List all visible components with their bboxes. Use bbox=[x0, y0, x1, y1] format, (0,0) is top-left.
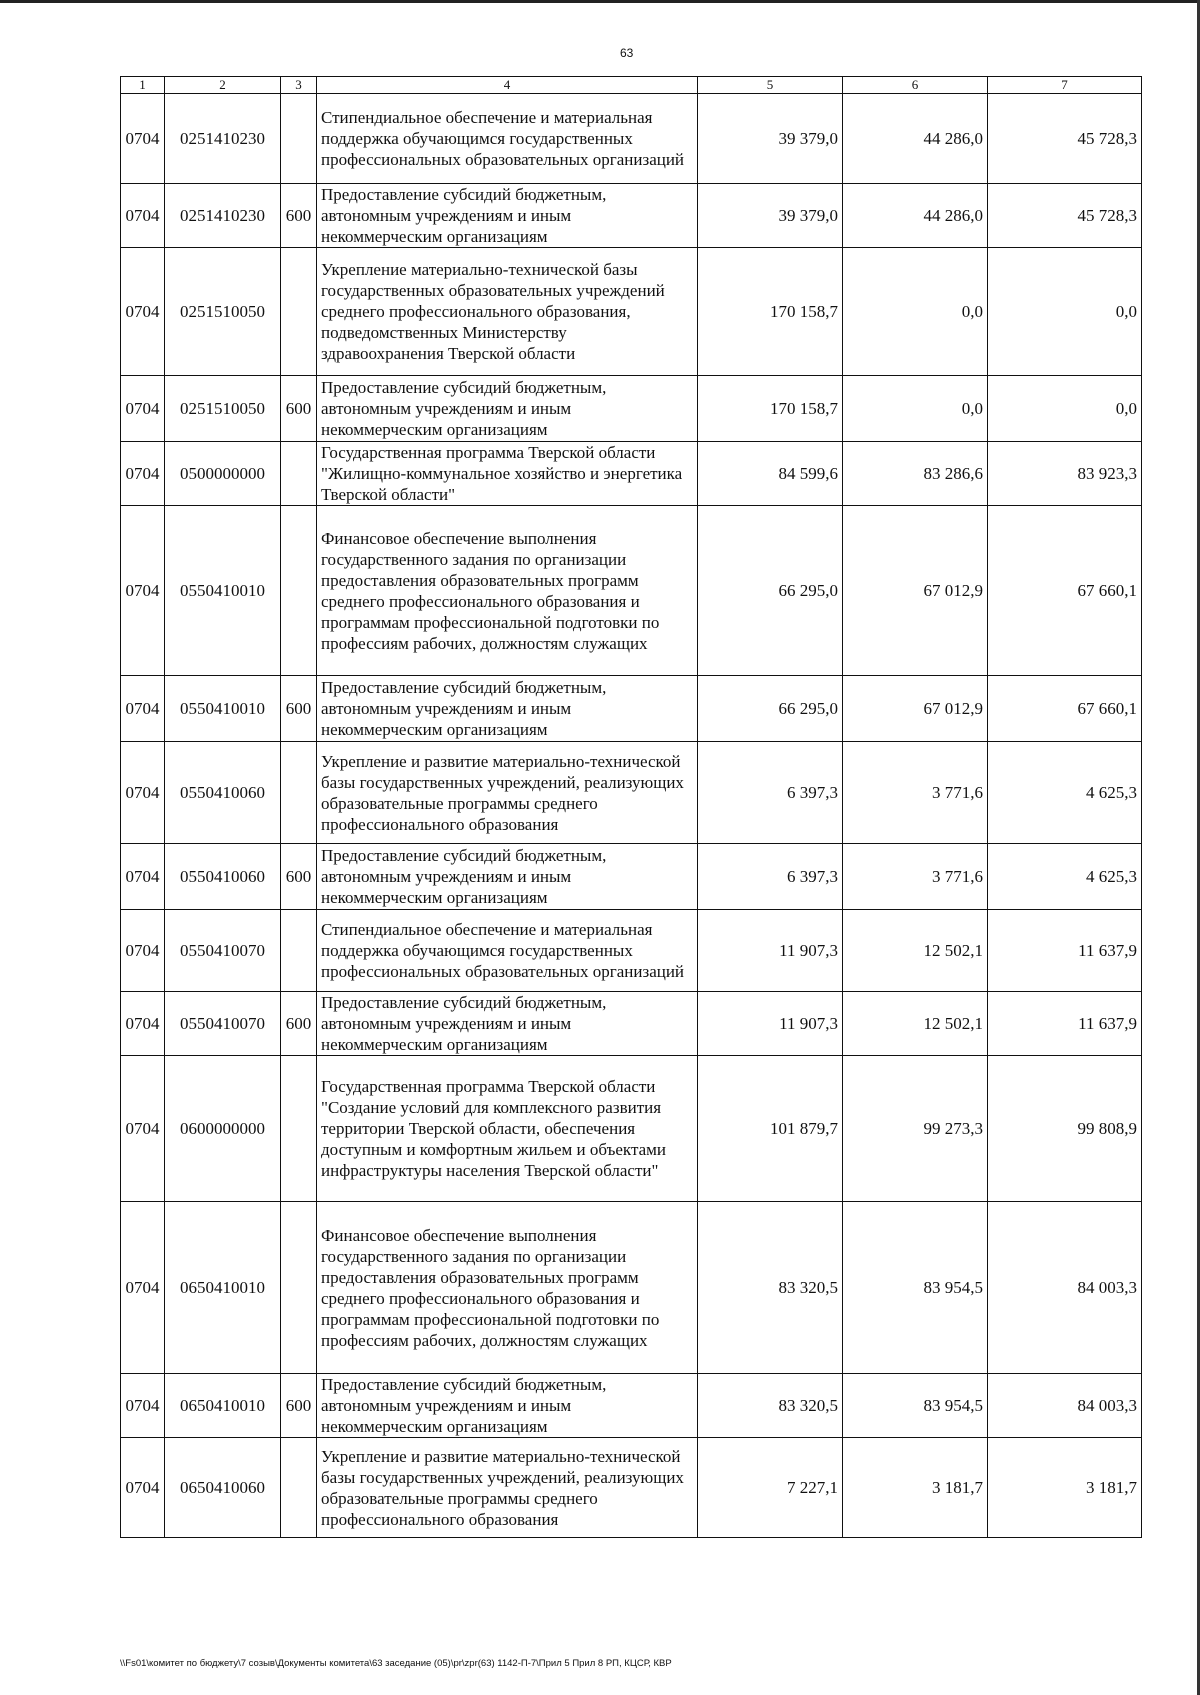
cell-value-col7: 3 181,7 bbox=[988, 1438, 1142, 1538]
cell-value-col5: 39 379,0 bbox=[698, 94, 843, 184]
cell-value-col6: 44 286,0 bbox=[843, 94, 988, 184]
header-col-4: 4 bbox=[317, 77, 698, 94]
table-body bbox=[121, 94, 1142, 1538]
table-row bbox=[121, 94, 1142, 184]
cell-section-code: 0704 bbox=[121, 1438, 165, 1538]
cell-section-code: 0704 bbox=[121, 442, 165, 506]
cell-value-col7: 11 637,9 bbox=[988, 992, 1142, 1056]
cell-value-col7: 84 003,3 bbox=[988, 1202, 1142, 1374]
cell-value-col7: 4 625,3 bbox=[988, 844, 1142, 910]
cell-section-code: 0704 bbox=[121, 910, 165, 992]
footer-file-path: \\Fs01\комитет по бюджету\7 созыв\Документы комитета\63 заседание (05)\pr\zpr(63) 1142-П-7\Прил 5 Прил 8 РП, КЦСР, КВР bbox=[120, 1658, 672, 1669]
table-row bbox=[121, 376, 1142, 442]
cell-name: Укрепление материально-технической базы государственных образовательных учреждений среднего профессионального образования, подведомственных Министерству здравоохранения Тверской области bbox=[317, 248, 698, 376]
cell-expense-type: 600 bbox=[281, 1374, 317, 1438]
cell-value-col7: 0,0 bbox=[988, 376, 1142, 442]
cell-name: Предоставление субсидий бюджетным, автономным учреждениям и иным некоммерческим организациям bbox=[317, 376, 698, 442]
header-col-1: 1 bbox=[121, 77, 165, 94]
header-row bbox=[121, 77, 1142, 94]
cell-expense-type: 600 bbox=[281, 376, 317, 442]
cell-expense-type bbox=[281, 442, 317, 506]
cell-expense-type bbox=[281, 1438, 317, 1538]
cell-expense-type bbox=[281, 1056, 317, 1202]
cell-target-code: 0550410010 bbox=[165, 506, 281, 676]
cell-value-col6: 3 771,6 bbox=[843, 742, 988, 844]
cell-target-code: 0251510050 bbox=[165, 248, 281, 376]
cell-expense-type: 600 bbox=[281, 184, 317, 248]
cell-value-col7: 83 923,3 bbox=[988, 442, 1142, 506]
cell-name: Предоставление субсидий бюджетным, автономным учреждениям и иным некоммерческим организациям bbox=[317, 844, 698, 910]
cell-value-col6: 12 502,1 bbox=[843, 910, 988, 992]
cell-value-col6: 83 954,5 bbox=[843, 1202, 988, 1374]
page-number: 63 bbox=[620, 46, 634, 60]
cell-section-code: 0704 bbox=[121, 676, 165, 742]
cell-section-code: 0704 bbox=[121, 376, 165, 442]
cell-section-code: 0704 bbox=[121, 1202, 165, 1374]
cell-target-code: 0650410010 bbox=[165, 1374, 281, 1438]
table-row bbox=[121, 506, 1142, 676]
cell-value-col5: 6 397,3 bbox=[698, 742, 843, 844]
table-row bbox=[121, 1374, 1142, 1438]
cell-expense-type bbox=[281, 506, 317, 676]
cell-name: Финансовое обеспечение выполнения государственного задания по организации предоставления образовательных программ среднего профессионального образования и программам профессиональной подготовки по профессиям рабочих, должностям служащих bbox=[317, 506, 698, 676]
cell-target-code: 0251410230 bbox=[165, 184, 281, 248]
cell-value-col6: 0,0 bbox=[843, 376, 988, 442]
cell-section-code: 0704 bbox=[121, 184, 165, 248]
cell-target-code: 0550410060 bbox=[165, 742, 281, 844]
cell-expense-type: 600 bbox=[281, 844, 317, 910]
cell-expense-type bbox=[281, 742, 317, 844]
cell-value-col6: 44 286,0 bbox=[843, 184, 988, 248]
cell-section-code: 0704 bbox=[121, 1374, 165, 1438]
cell-section-code: 0704 bbox=[121, 844, 165, 910]
cell-value-col6: 83 954,5 bbox=[843, 1374, 988, 1438]
table-row bbox=[121, 248, 1142, 376]
cell-value-col5: 7 227,1 bbox=[698, 1438, 843, 1538]
cell-value-col7: 67 660,1 bbox=[988, 506, 1142, 676]
cell-section-code: 0704 bbox=[121, 248, 165, 376]
cell-expense-type: 600 bbox=[281, 676, 317, 742]
cell-value-col7: 0,0 bbox=[988, 248, 1142, 376]
cell-name: Предоставление субсидий бюджетным, автономным учреждениям и иным некоммерческим организациям bbox=[317, 184, 698, 248]
table-row bbox=[121, 442, 1142, 506]
cell-value-col5: 84 599,6 bbox=[698, 442, 843, 506]
page-border-top bbox=[0, 0, 1200, 3]
cell-value-col5: 11 907,3 bbox=[698, 910, 843, 992]
cell-target-code: 0251410230 bbox=[165, 94, 281, 184]
cell-value-col6: 12 502,1 bbox=[843, 992, 988, 1056]
cell-value-col5: 66 295,0 bbox=[698, 676, 843, 742]
cell-value-col6: 67 012,9 bbox=[843, 506, 988, 676]
table-row bbox=[121, 910, 1142, 992]
cell-value-col6: 3 181,7 bbox=[843, 1438, 988, 1538]
cell-section-code: 0704 bbox=[121, 742, 165, 844]
table-row bbox=[121, 1056, 1142, 1202]
cell-name: Предоставление субсидий бюджетным, автономным учреждениям и иным некоммерческим организациям bbox=[317, 676, 698, 742]
table-row bbox=[121, 676, 1142, 742]
cell-value-col5: 6 397,3 bbox=[698, 844, 843, 910]
cell-name: Укрепление и развитие материально-технической базы государственных учреждений, реализующих образовательные программы среднего профессионального образования bbox=[317, 742, 698, 844]
cell-target-code: 0550410070 bbox=[165, 992, 281, 1056]
cell-value-col6: 3 771,6 bbox=[843, 844, 988, 910]
cell-value-col5: 66 295,0 bbox=[698, 506, 843, 676]
header-col-7: 7 bbox=[988, 77, 1142, 94]
cell-section-code: 0704 bbox=[121, 992, 165, 1056]
header-col-3: 3 bbox=[281, 77, 317, 94]
cell-section-code: 0704 bbox=[121, 94, 165, 184]
cell-value-col6: 83 286,6 bbox=[843, 442, 988, 506]
cell-value-col7: 99 808,9 bbox=[988, 1056, 1142, 1202]
table-row bbox=[121, 1202, 1142, 1374]
cell-name: Стипендиальное обеспечение и материальная поддержка обучающимся государственных профессиональных образовательных организаций bbox=[317, 910, 698, 992]
cell-value-col7: 84 003,3 bbox=[988, 1374, 1142, 1438]
cell-value-col5: 170 158,7 bbox=[698, 248, 843, 376]
cell-target-code: 0650410060 bbox=[165, 1438, 281, 1538]
cell-target-code: 0550410010 bbox=[165, 676, 281, 742]
header-col-5: 5 bbox=[698, 77, 843, 94]
header-col-2: 2 bbox=[165, 77, 281, 94]
cell-value-col5: 11 907,3 bbox=[698, 992, 843, 1056]
cell-value-col7: 11 637,9 bbox=[988, 910, 1142, 992]
cell-target-code: 0251510050 bbox=[165, 376, 281, 442]
cell-value-col5: 83 320,5 bbox=[698, 1374, 843, 1438]
cell-target-code: 0500000000 bbox=[165, 442, 281, 506]
cell-name: Стипендиальное обеспечение и материальная поддержка обучающимся государственных профессиональных образовательных организаций bbox=[317, 94, 698, 184]
cell-value-col5: 101 879,7 bbox=[698, 1056, 843, 1202]
cell-name: Государственная программа Тверской области "Жилищно-коммунальное хозяйство и энергетика Тверской области" bbox=[317, 442, 698, 506]
cell-target-code: 0650410010 bbox=[165, 1202, 281, 1374]
cell-value-col6: 67 012,9 bbox=[843, 676, 988, 742]
cell-expense-type bbox=[281, 248, 317, 376]
cell-name: Предоставление субсидий бюджетным, автономным учреждениям и иным некоммерческим организациям bbox=[317, 1374, 698, 1438]
cell-expense-type bbox=[281, 1202, 317, 1374]
cell-name: Укрепление и развитие материально-технической базы государственных учреждений, реализующих образовательные программы среднего профессионального образования bbox=[317, 1438, 698, 1538]
cell-expense-type bbox=[281, 94, 317, 184]
cell-name: Государственная программа Тверской области "Создание условий для комплексного развития территории Тверской области, обеспечения доступным и комфортным жильем и объектами инфраструктуры населения Тверской области" bbox=[317, 1056, 698, 1202]
budget-table bbox=[120, 76, 1142, 1538]
cell-section-code: 0704 bbox=[121, 506, 165, 676]
cell-value-col6: 99 273,3 bbox=[843, 1056, 988, 1202]
table-row bbox=[121, 742, 1142, 844]
cell-value-col5: 170 158,7 bbox=[698, 376, 843, 442]
table-row bbox=[121, 992, 1142, 1056]
table-header bbox=[121, 77, 1142, 94]
cell-target-code: 0550410060 bbox=[165, 844, 281, 910]
cell-name: Финансовое обеспечение выполнения государственного задания по организации предоставления образовательных программ среднего профессионального образования и программам профессиональной подготовки по профессиям рабочих, должностям служащих bbox=[317, 1202, 698, 1374]
cell-value-col5: 83 320,5 bbox=[698, 1202, 843, 1374]
cell-section-code: 0704 bbox=[121, 1056, 165, 1202]
cell-value-col7: 4 625,3 bbox=[988, 742, 1142, 844]
cell-value-col6: 0,0 bbox=[843, 248, 988, 376]
cell-name: Предоставление субсидий бюджетным, автономным учреждениям и иным некоммерческим организациям bbox=[317, 992, 698, 1056]
table-row bbox=[121, 1438, 1142, 1538]
cell-value-col5: 39 379,0 bbox=[698, 184, 843, 248]
cell-value-col7: 45 728,3 bbox=[988, 94, 1142, 184]
cell-expense-type: 600 bbox=[281, 992, 317, 1056]
cell-value-col7: 67 660,1 bbox=[988, 676, 1142, 742]
table-row bbox=[121, 184, 1142, 248]
cell-value-col7: 45 728,3 bbox=[988, 184, 1142, 248]
table-row bbox=[121, 844, 1142, 910]
header-col-6: 6 bbox=[843, 77, 988, 94]
cell-target-code: 0550410070 bbox=[165, 910, 281, 992]
cell-target-code: 0600000000 bbox=[165, 1056, 281, 1202]
cell-expense-type bbox=[281, 910, 317, 992]
